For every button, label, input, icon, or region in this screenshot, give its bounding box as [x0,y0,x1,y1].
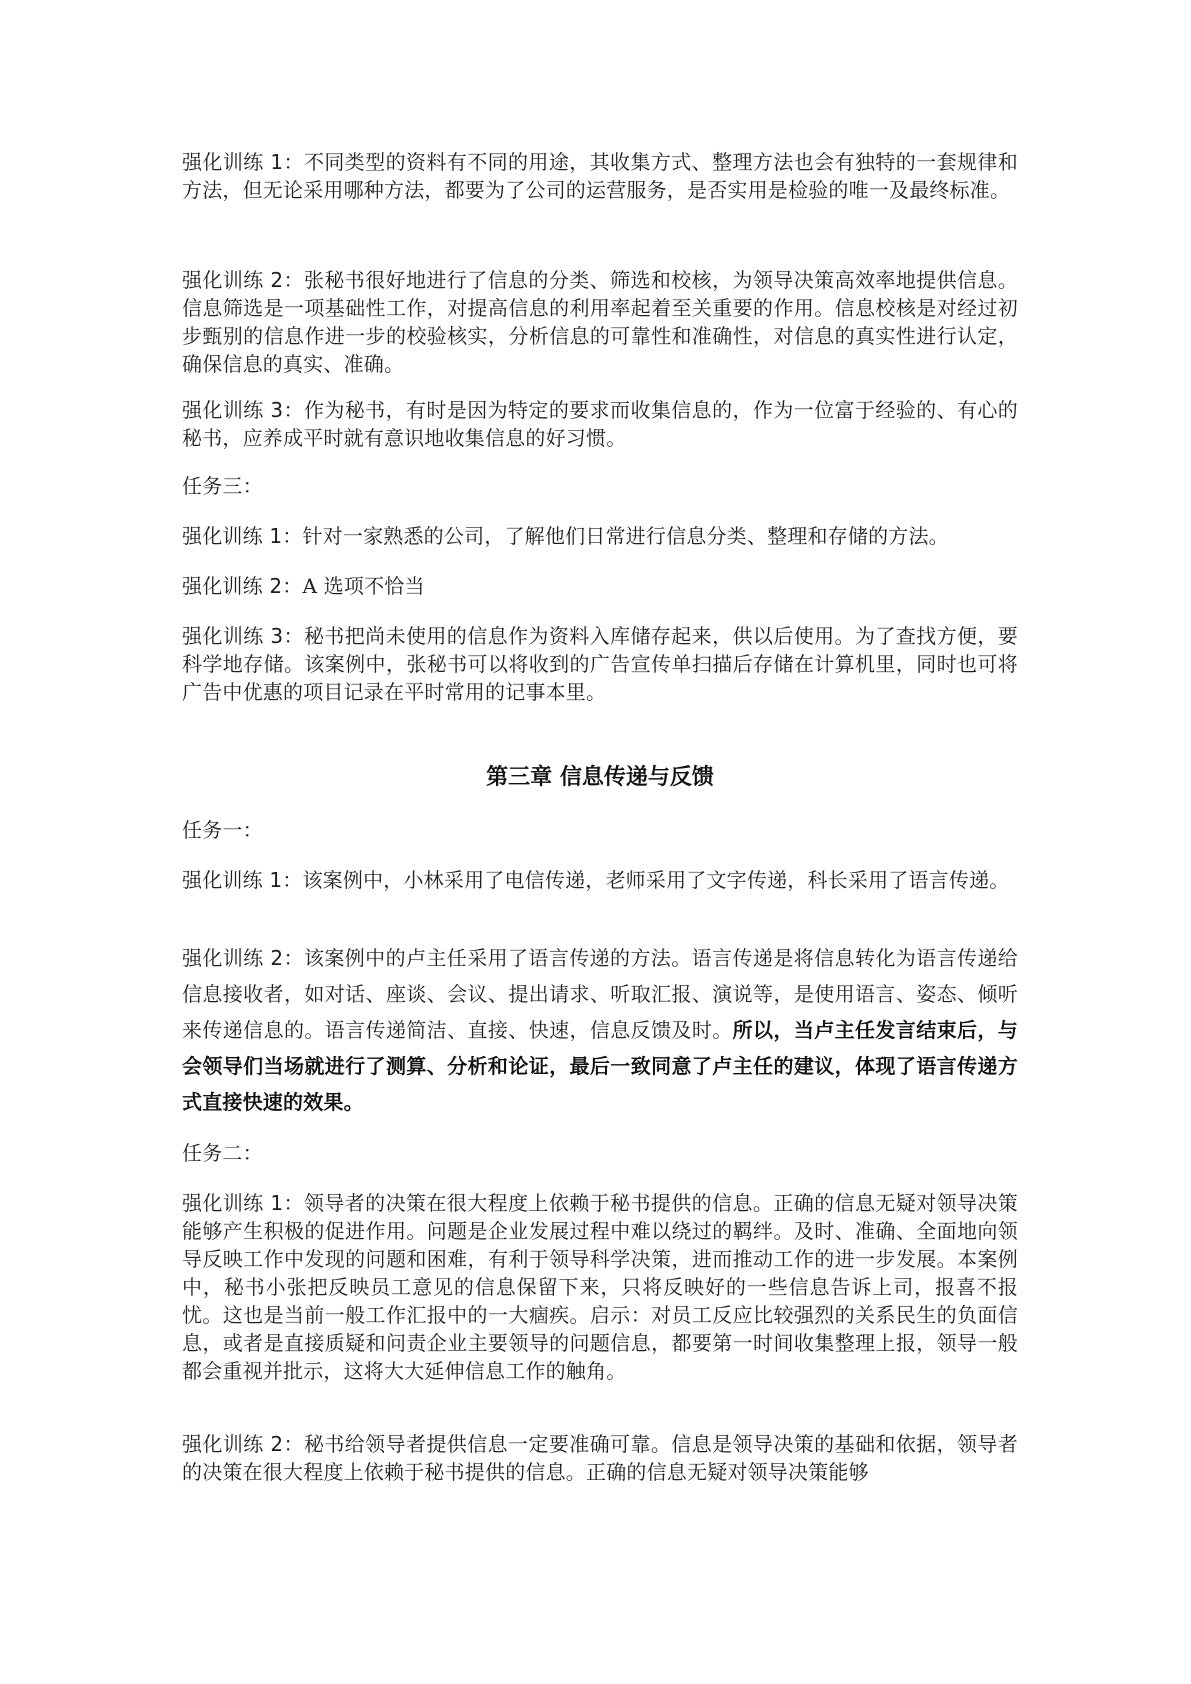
training-conclusion: 所以，当卢主任发言结束后，与会领导们当场就进行了测算、分析和论证，最后一致同意了卢主任的建议，体现了语言传递方式直接快速的效果。 [182,1018,1018,1114]
training-label: 强化训练 1： [182,868,303,892]
chapter-heading: 第三章 信息传递与反馈 [486,765,714,790]
training-label: 强化训练 3： [182,398,304,422]
paragraph-task3-training-3 [182,622,1018,706]
training-label: 强化训练 2： [182,268,304,292]
task-one-title: 任务一： [182,818,263,842]
paragraph-task3-training-2 [182,572,1018,600]
training-text: 张秘书很好地进行了信息的分类、筛选和校核，为领导决策高效率地提供信息。信息筛选是一项基础性工作，对提高信息的利用率起着至关重要的作用。信息校核是对经过初步甄别的信息作进一步的校验核实，分析信息的可靠性和准确性，对信息的真实性进行认定，确保信息的真实、准确。 [182,268,1018,376]
training-text: 针对一家熟悉的公司，了解他们日常进行信息分类、整理和存储的方法。 [302,524,949,548]
training-label: 强化训练 1： [182,1191,304,1215]
paragraph-training-1 [182,148,1018,204]
training-label: 强化训练 1： [182,150,304,174]
paragraph-task3-training-1 [182,522,1018,550]
training-text: 领导者的决策在很大程度上依赖于秘书提供的信息。正确的信息无疑对领导决策能够产生积极的促进作用。问题是企业发展过程中难以绕过的羁绊。及时、准确、全面地向领导反映工作中发现的问题和困难，有利于领导科学决策，进而推动工作的进一步发展。本案例中，秘书小张把反映员工意见的信息保留下来，只将反映好的一些信息告诉上司，报喜不报忧。这也是当前一般工作汇报中的一大痼疾。启示：对员工反应比较强烈的关系民生的负面信息，或者是直接质疑和问责企业主要领导的问题信息，都要第一时间收集整理上报，领导一般都会重视并批示，这将大大延伸信息工作的触角。 [182,1191,1018,1383]
paragraph-ch3-task1-training-2 [182,940,1018,1120]
training-label: 强化训练 2： [182,946,304,970]
training-text: 作为秘书，有时是因为特定的要求而收集信息的，作为一位富于经验的、有心的秘书，应养成平时就有意识地收集信息的好习惯。 [182,398,1018,450]
task-two-title: 任务二： [182,1141,263,1165]
training-label: 强化训练 1： [182,524,303,548]
task-three-title: 任务三： [182,474,263,498]
training-text: 秘书给领导者提供信息一定要准确可靠。信息是领导决策的基础和依据，领导者的决策在很大程度上依赖于秘书提供的信息。正确的信息无疑对领导决策能够 [182,1432,1018,1484]
training-text: 秘书把尚未使用的信息作为资料入库储存起来，供以后使用。为了查找方便，要科学地存储。该案例中，张秘书可以将收到的广告宣传单扫描后存储在计算机里，同时也可将广告中优惠的项目记录在平时常用的记事本里。 [182,624,1018,704]
training-text: 该案例中，小林采用了电信传递，老师采用了文字传递，科长采用了语言传递。 [302,868,1010,892]
training-text: 该案例中的卢主任采用了语言传递的方法。语言传递是将信息转化为语言传递给信息接收者，如对话、座谈、会议、提出请求、听取汇报、演说等，是使用语言、姿态、倾听来传递信息的。语言传递简洁、直接、快速，信息反馈及时。 [182,946,1018,1042]
training-text: 不同类型的资料有不同的用途，其收集方式、整理方法也会有独特的一套规律和方法，但无论采用哪种方法，都要为了公司的运营服务，是否实用是检验的唯一及最终标准。 [182,150,1018,202]
paragraph-ch3-task2-training-2 [182,1430,1018,1486]
training-label: 强化训练 2： [182,1432,304,1456]
training-label: 强化训练 3： [182,624,304,648]
training-text: A 选项不恰当 [302,574,425,598]
paragraph-ch3-task2-training-1 [182,1189,1018,1385]
paragraph-training-2 [182,266,1018,378]
training-label: 强化训练 2： [182,574,303,598]
paragraph-ch3-task1-training-1 [182,866,1018,894]
paragraph-training-3 [182,396,1018,452]
